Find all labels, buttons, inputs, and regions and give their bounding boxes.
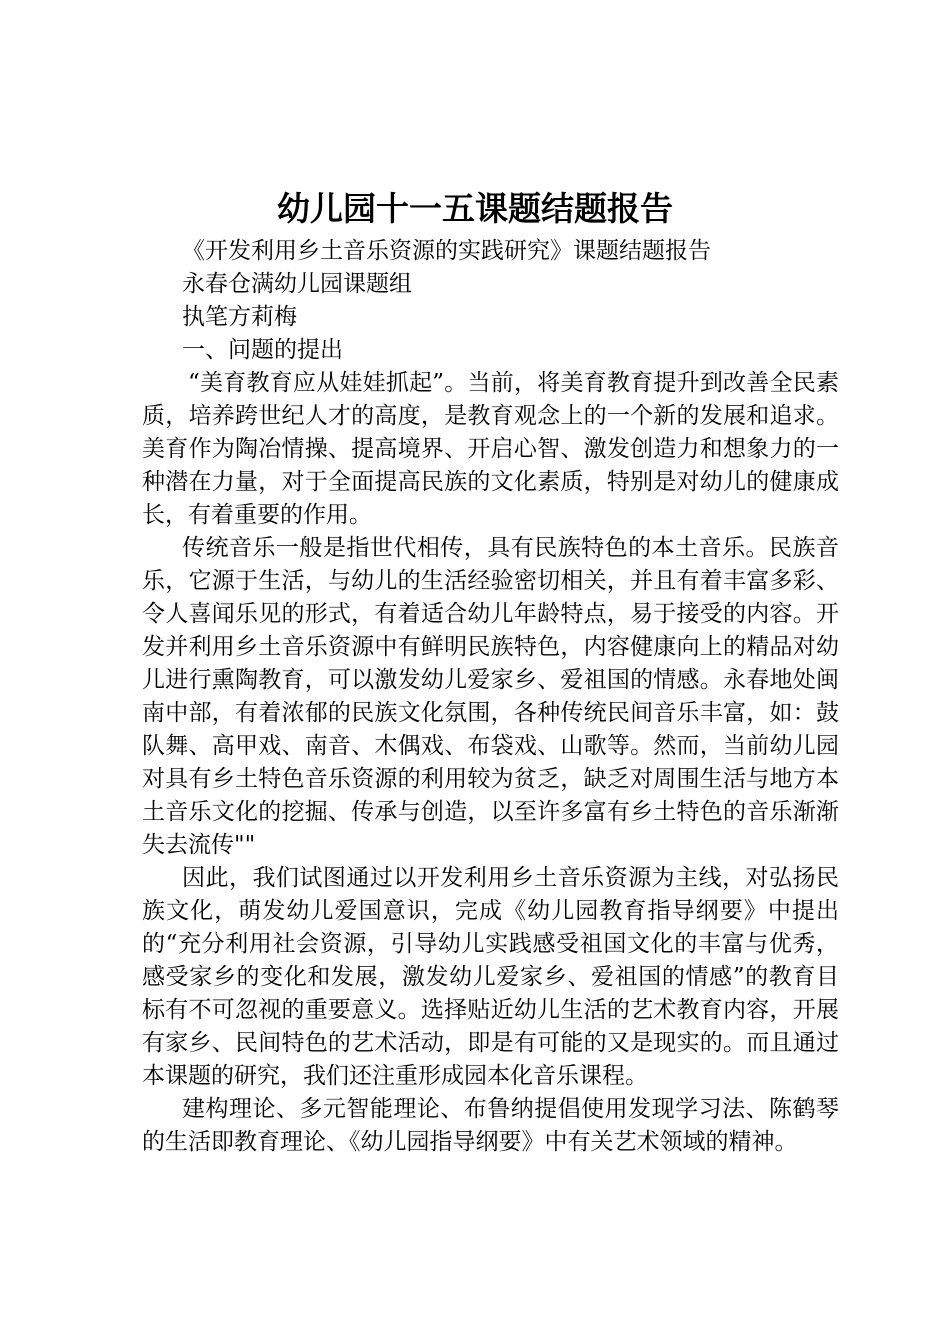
research-group: 永春仓满幼儿园课题组 bbox=[182, 271, 412, 297]
document-title: 幼儿园十一五课题结题报告 bbox=[277, 189, 673, 228]
report-subtitle: 《开发利用乡土音乐资源的实践研究》课题结题报告 bbox=[182, 238, 711, 264]
document-body bbox=[142, 235, 839, 1159]
author-line: 执笔方莉梅 bbox=[182, 304, 297, 330]
paragraph: 传统音乐一般是指世代相传，具有民族特色的本土音乐。民族音乐，它源于生活，与幼儿的生活经验密切相关，并且有着丰富多彩、令人喜闻乐见的形式，有着适合幼儿年龄特点，易于接受的内容。开发并利用乡土音乐资源中有鲜明民族特色，内容健康向上的精品对幼儿进行熏陶教育，可以激发幼儿爱家乡、爱祖国的情感。永春地处闽南中部，有着浓郁的民族文化氛围，各种传统民间音乐丰富，如：鼓队舞、高甲戏、南音、木偶戏、布袋戏、山歌等。然而，当前幼儿园对具有乡土特色音乐资源的利用较为贫乏，缺乏对周围生活与地方本土音乐文化的挖掘、传承与创造，以至许多富有乡土特色的音乐渐渐失去流传"" bbox=[142, 535, 839, 858]
paragraph: 建构理论、多元智能理论、布鲁纳提倡使用发现学习法、陈鹤琴的生活即教育理论、《幼儿园指导纲要》中有关艺术领域的精神。 bbox=[142, 1096, 839, 1155]
paragraph: “美育教育应从娃娃抓起”。当前，将美育教育提升到改善全民素质，培养跨世纪人才的高度，是教育观念上的一个新的发展和追求。美育作为陶冶情操、提高境界、开启心智、激发创造力和想象力的一种潜在力量，对于全面提高民族的文化素质，特别是对幼儿的健康成长，有着重要的作用。 bbox=[142, 370, 839, 528]
paragraph: 因此，我们试图通过以开发利用乡土音乐资源为主线，对弘扬民族文化，萌发幼儿爱国意识，完成《幼儿园教育指导纲要》中提出的“充分利用社会资源，引导幼儿实践感受祖国文化的丰富与优秀，感受家乡的变化和发展，激发幼儿爱家乡、爱祖国的情感”的教育目标有不可忽视的重要意义。选择贴近幼儿生活的艺术教育内容，开展有家乡、民间特色的艺术活动，即是有可能的又是现实的。而且通过本课题的研究，我们还注重形成园本化音乐课程。 bbox=[142, 865, 839, 1089]
section-heading: 一、问题的提出 bbox=[182, 337, 343, 363]
